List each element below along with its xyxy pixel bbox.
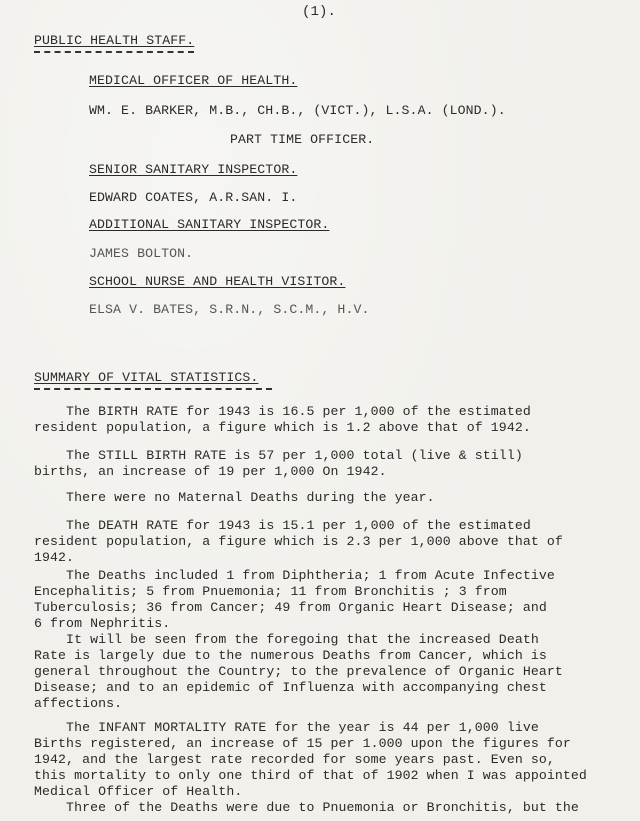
death-rate-line-1: The DEATH RATE for 1943 is 15.1 per 1,000 of the estimated bbox=[34, 518, 531, 533]
death-causes-line-3: Tuberculosis; 36 from Cancer; 49 from Organic Heart Disease; and bbox=[34, 600, 547, 615]
infant-mortality-line-2: Births registered, an increase of 15 per 1.000 upon the figures for bbox=[34, 736, 571, 751]
death-causes-line-2: Encephalitis; 5 from Pnuemonia; 11 from Bronchitis ; 3 from bbox=[34, 584, 507, 599]
infant-mortality-line-5: Medical Officer of Health. bbox=[34, 784, 243, 799]
summary-line-4: Disease; and to an epidemic of Influenza with accompanying chest bbox=[34, 680, 547, 695]
birth-rate-line-2: resident population, a figure which is 1.2 above that of 1942. bbox=[34, 420, 531, 435]
summary-line-5: affections. bbox=[34, 696, 123, 711]
infant-mortality-line-3: 1942, and the largest rate recorded for some years past. Even so, bbox=[34, 752, 555, 767]
summary-line-1: It will be seen from the foregoing that the increased Death bbox=[34, 632, 539, 647]
asi-name: JAMES BOLTON. bbox=[89, 246, 194, 261]
moh-name: WM. E. BARKER, M.B., CH.B., (VICT.), L.S.A. (LOND.). bbox=[89, 103, 506, 118]
stillbirth-rate-line-1: The STILL BIRTH RATE is 57 per 1,000 total (live & still) bbox=[34, 448, 523, 463]
vital-statistics-rule bbox=[34, 388, 272, 390]
nurse-name: ELSA V. BATES, S.R.N., S.C.M., H.V. bbox=[89, 302, 370, 317]
vital-statistics-heading: SUMMARY OF VITAL STATISTICS. bbox=[34, 370, 259, 385]
heading-rule bbox=[34, 51, 194, 53]
moh-heading: MEDICAL OFFICER OF HEALTH. bbox=[89, 73, 298, 88]
stillbirth-rate-line-2: births, an increase of 19 per 1,000 On 1942. bbox=[34, 464, 387, 479]
moh-role: PART TIME OFFICER. bbox=[230, 132, 375, 147]
page-number: (1). bbox=[302, 4, 337, 20]
infant-mortality-line-4: this mortality to only one third of that of 1902 when I was appointed bbox=[34, 768, 587, 783]
asi-heading: ADDITIONAL SANITARY INSPECTOR. bbox=[89, 217, 330, 232]
staff-heading: PUBLIC HEALTH STAFF. bbox=[34, 33, 195, 48]
summary-line-3: general throughout the Country; to the prevalence of Organic Heart bbox=[34, 664, 563, 679]
maternal-deaths-line: There were no Maternal Deaths during the year. bbox=[34, 490, 435, 505]
infant-mortality-line-1: The INFANT MORTALITY RATE for the year is 44 per 1,000 live bbox=[34, 720, 539, 735]
ssi-heading: SENIOR SANITARY INSPECTOR. bbox=[89, 162, 298, 177]
ssi-name: EDWARD COATES, A.R.SAN. I. bbox=[89, 190, 298, 205]
death-causes-line-4: 6 from Nephritis. bbox=[34, 616, 171, 631]
death-causes-line-1: The Deaths included 1 from Diphtheria; 1 from Acute Infective bbox=[34, 568, 555, 583]
nurse-heading: SCHOOL NURSE AND HEALTH VISITOR. bbox=[89, 274, 346, 289]
summary-line-2: Rate is largely due to the numerous Deaths from Cancer, which is bbox=[34, 648, 547, 663]
death-rate-line-3: 1942. bbox=[34, 550, 75, 565]
infant-causes-line-1: Three of the Deaths were due to Pnuemonia or Bronchitis, but the bbox=[34, 800, 579, 815]
birth-rate-line-1: The BIRTH RATE for 1943 is 16.5 per 1,000 of the estimated bbox=[34, 404, 531, 419]
death-rate-line-2: resident population, a figure which is 2.3 per 1,000 above that of bbox=[34, 534, 563, 549]
